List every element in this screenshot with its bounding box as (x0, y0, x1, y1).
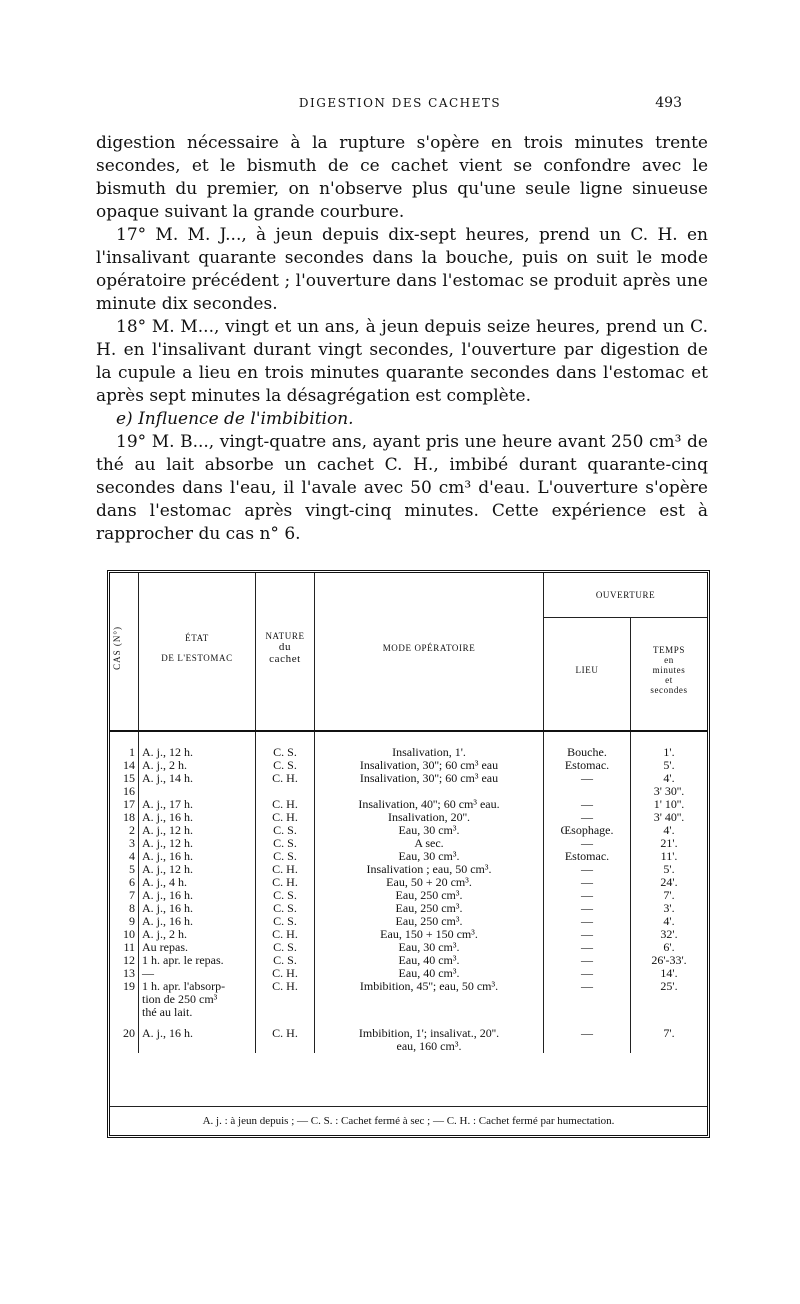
cell-mode: Eau, 40 cm³. (315, 967, 544, 980)
cell-mode: Imbibition, 1'; insalivat., 20''. eau, 160 cm³. (315, 1019, 544, 1053)
cell-etat: A. j., 12 h. (139, 837, 256, 850)
cell-cas: 10 (110, 928, 139, 941)
cell-nature: C. S. (256, 954, 315, 967)
cell-nature: C. S. (256, 915, 315, 928)
cell-lieu: — (544, 863, 631, 876)
cell-nature: C. S. (256, 941, 315, 954)
cell-etat: A. j., 14 h. (139, 772, 256, 798)
cell-etat: A. j., 12 h. (139, 731, 256, 759)
cell-cas: 7 (110, 889, 139, 902)
cell-etat: 1 h. apr. l'absorp- tion de 250 cm³ thé au lait. (139, 980, 256, 1019)
paragraph: digestion nécessaire à la rupture s'opère en trois minutes trente secondes, et le bismuth de ce cachet vient se confondre avec le bismuth du premier, on n'observe plus qu'une seule ligne sinueuse opaque suivant la grande courbure. (96, 133, 708, 222)
cell-cas: 12 (110, 954, 139, 967)
cell-lieu: — (544, 876, 631, 889)
cell-cas: 15 16 (110, 772, 139, 798)
cell-mode: Eau, 30 cm³. (315, 941, 544, 954)
cell-temps: 25'. (660, 979, 678, 993)
cell-temps: 26'-33'. (651, 953, 687, 967)
cell-lieu: — (544, 772, 631, 798)
cell-temps: 11'. (660, 849, 678, 863)
cell-mode: Insalivation, 40''; 60 cm³ eau. (315, 798, 544, 811)
cell-temps: 1' 10''. (653, 797, 685, 811)
cell-mode: Eau, 250 cm³. (315, 902, 544, 915)
cell-temps: 4'. (663, 823, 675, 837)
cell-cas: 8 (110, 902, 139, 915)
header-etat: ÉTAT DE L'ESTOMAC (139, 573, 256, 722)
cell-lieu: — (544, 902, 631, 915)
cell-nature: C. S. (256, 902, 315, 915)
cell-nature: C. S. (256, 824, 315, 837)
cell-etat: A. j., 16 h. (139, 1019, 256, 1053)
cell-temps: 14'. (660, 966, 678, 980)
cell-lieu: — (544, 798, 631, 811)
running-head: DIGESTION DES CACHETS (298, 96, 502, 110)
cell-mode: Eau, 250 cm³. (315, 915, 544, 928)
cell-lieu: — (544, 928, 631, 941)
cell-temps: 24'. (660, 875, 678, 889)
table-footnote: A. j. : à jeun depuis ; — C. S. : Cachet fermé à sec ; — C. H. : Cachet fermé par humectation. (110, 1106, 707, 1135)
table-row (110, 731, 707, 759)
header-temps: TEMPS en minutes et secondes (631, 618, 708, 723)
cell-etat: A. j., 16 h. (139, 850, 256, 863)
cell-temps: 3' 40''. (653, 810, 685, 824)
cell-etat: A. j., 16 h. (139, 889, 256, 902)
cell-temps: 4'. (663, 914, 675, 928)
cell-mode: A sec. (315, 837, 544, 850)
paragraph: 17° M. M. J..., à jeun depuis dix-sept heures, prend un C. H. en l'insalivant quarante secondes dans la bouche, puis on suit le mode opératoire précédent ; l'ouverture dans l'estomac se produit après une minute dix secondes. (96, 225, 708, 314)
cell-temps: 7'. (663, 888, 675, 902)
cell-lieu: — (544, 980, 631, 1019)
cell-nature: C. H. (256, 876, 315, 889)
cell-lieu: — (544, 967, 631, 980)
cell-etat: 1 h. apr. le repas. (139, 954, 256, 967)
cell-nature: C. H. (256, 798, 315, 811)
cell-mode: Eau, 250 cm³. (315, 889, 544, 902)
results-table (107, 570, 710, 1138)
paragraph: 19° M. B..., vingt-quatre ans, ayant pris une heure avant 250 cm³ de thé au lait absorbe un cachet C. H., imbibé durant quarante-cinq secondes dans l'eau, il l'avale avec 50 cm³ d'eau. L'ouverture s'opère dans l'estomac après vingt-cinq minutes. Cette expérience est à rapprocher du cas n° 6. (96, 432, 708, 544)
cell-temps: 7'. (663, 1026, 675, 1040)
cell-nature: C. S. (256, 759, 315, 772)
cell-temps: 6'. (663, 940, 675, 954)
cell-lieu: Estomac. (544, 759, 631, 772)
cell-temps: 5'. (663, 862, 675, 876)
cell-cas: 3 (110, 837, 139, 850)
cell-mode: Insalivation, 1'. (315, 731, 544, 759)
cell-lieu: — (544, 837, 631, 850)
cell-cas: 4 (110, 850, 139, 863)
page-number: 493 (655, 95, 682, 111)
header-nature: NATURE du cachet (256, 573, 315, 722)
cell-etat: A. j., 2 h. (139, 759, 256, 772)
cell-cas: 17 (110, 798, 139, 811)
cell-etat: A. j., 16 h. (139, 915, 256, 928)
cell-mode: Eau, 150 + 150 cm³. (315, 928, 544, 941)
cell-cas: 5 (110, 863, 139, 876)
cell-temps: 21'. (660, 836, 678, 850)
cell-lieu: — (544, 889, 631, 902)
cell-nature: C. H. (256, 811, 315, 824)
table-row (110, 1019, 707, 1053)
cell-cas: 11 (110, 941, 139, 954)
cell-mode: Insalivation ; eau, 50 cm³. (315, 863, 544, 876)
cell-cas: 18 (110, 811, 139, 824)
cell-nature: C. H. (256, 1019, 315, 1053)
cell-temps: 3'. (663, 901, 675, 915)
cell-cas: 19 (110, 980, 139, 1019)
cell-etat: Au repas. (139, 941, 256, 954)
cell-lieu: Bouche. (544, 731, 631, 759)
cell-temps: 32'. (660, 927, 678, 941)
cell-cas: 20 (110, 1019, 139, 1053)
cell-cas: 6 (110, 876, 139, 889)
cell-nature: C. H. (256, 772, 315, 798)
cell-lieu: — (544, 811, 631, 824)
header-lieu: LIEU (544, 618, 631, 723)
cell-etat: — (139, 967, 256, 980)
table-row (110, 772, 707, 798)
cell-mode: Eau, 30 cm³. (315, 850, 544, 863)
cell-etat: A. j., 2 h. (139, 928, 256, 941)
cell-nature: C. H. (256, 980, 315, 1019)
cell-mode: Eau, 40 cm³. (315, 954, 544, 967)
body-text (96, 132, 708, 546)
cell-lieu: Estomac. (544, 850, 631, 863)
paragraph: 18° M. M..., vingt et un ans, à jeun depuis seize heures, prend un C. H. en l'insalivant durant vingt secondes, l'ouverture par digestion de la cupule a lieu en trois minutes quarante secondes dans l'estomac et après sept minutes la désagrégation est complète. (96, 317, 708, 406)
page-header (0, 96, 800, 120)
cell-nature: C. H. (256, 967, 315, 980)
cell-temps: 5'. (663, 758, 675, 772)
cell-cas: 1 (110, 731, 139, 759)
cell-lieu: — (544, 954, 631, 967)
cell-nature: C. S. (256, 850, 315, 863)
cell-cas: 13 (110, 967, 139, 980)
cell-etat: A. j., 12 h. (139, 824, 256, 837)
cell-nature: C. S. (256, 731, 315, 759)
header-ouverture: OUVERTURE (595, 590, 656, 600)
cell-nature: C. H. (256, 863, 315, 876)
cell-nature: C. S. (256, 889, 315, 902)
cell-lieu: — (544, 941, 631, 954)
cell-etat: A. j., 16 h. (139, 902, 256, 915)
cell-lieu: — (544, 1019, 631, 1053)
cell-mode: Eau, 30 cm³. (315, 824, 544, 837)
header-cas: CAS (N°) (110, 573, 139, 722)
cell-mode: Insalivation, 20''. (315, 811, 544, 824)
cell-nature: C. S. (256, 837, 315, 850)
cell-temps: 1'. (663, 745, 675, 759)
table-row (110, 824, 707, 837)
cell-mode: Insalivation, 30''; 60 cm³ eau (315, 759, 544, 772)
cell-temps: 4'. 3' 30''. (653, 771, 685, 798)
cell-etat: A. j., 4 h. (139, 876, 256, 889)
cell-cas: 9 (110, 915, 139, 928)
table-row (110, 980, 707, 1019)
cell-mode: Eau, 50 + 20 cm³. (315, 876, 544, 889)
section-heading: e) Influence de l'imbibition. (116, 409, 354, 429)
cell-lieu: Œsophage. (544, 824, 631, 837)
cell-mode: Insalivation, 30''; 60 cm³ eau (315, 772, 544, 798)
cell-lieu: — (544, 915, 631, 928)
cell-nature: C. H. (256, 928, 315, 941)
cell-cas: 14 (110, 759, 139, 772)
cell-cas: 2 (110, 824, 139, 837)
header-mode: MODE OPÉRATOIRE (315, 573, 544, 722)
cell-etat: A. j., 17 h. (139, 798, 256, 811)
cell-etat: A. j., 16 h. (139, 811, 256, 824)
cell-etat: A. j., 12 h. (139, 863, 256, 876)
cell-mode: Imbibition, 45''; eau, 50 cm³. (315, 980, 544, 1019)
